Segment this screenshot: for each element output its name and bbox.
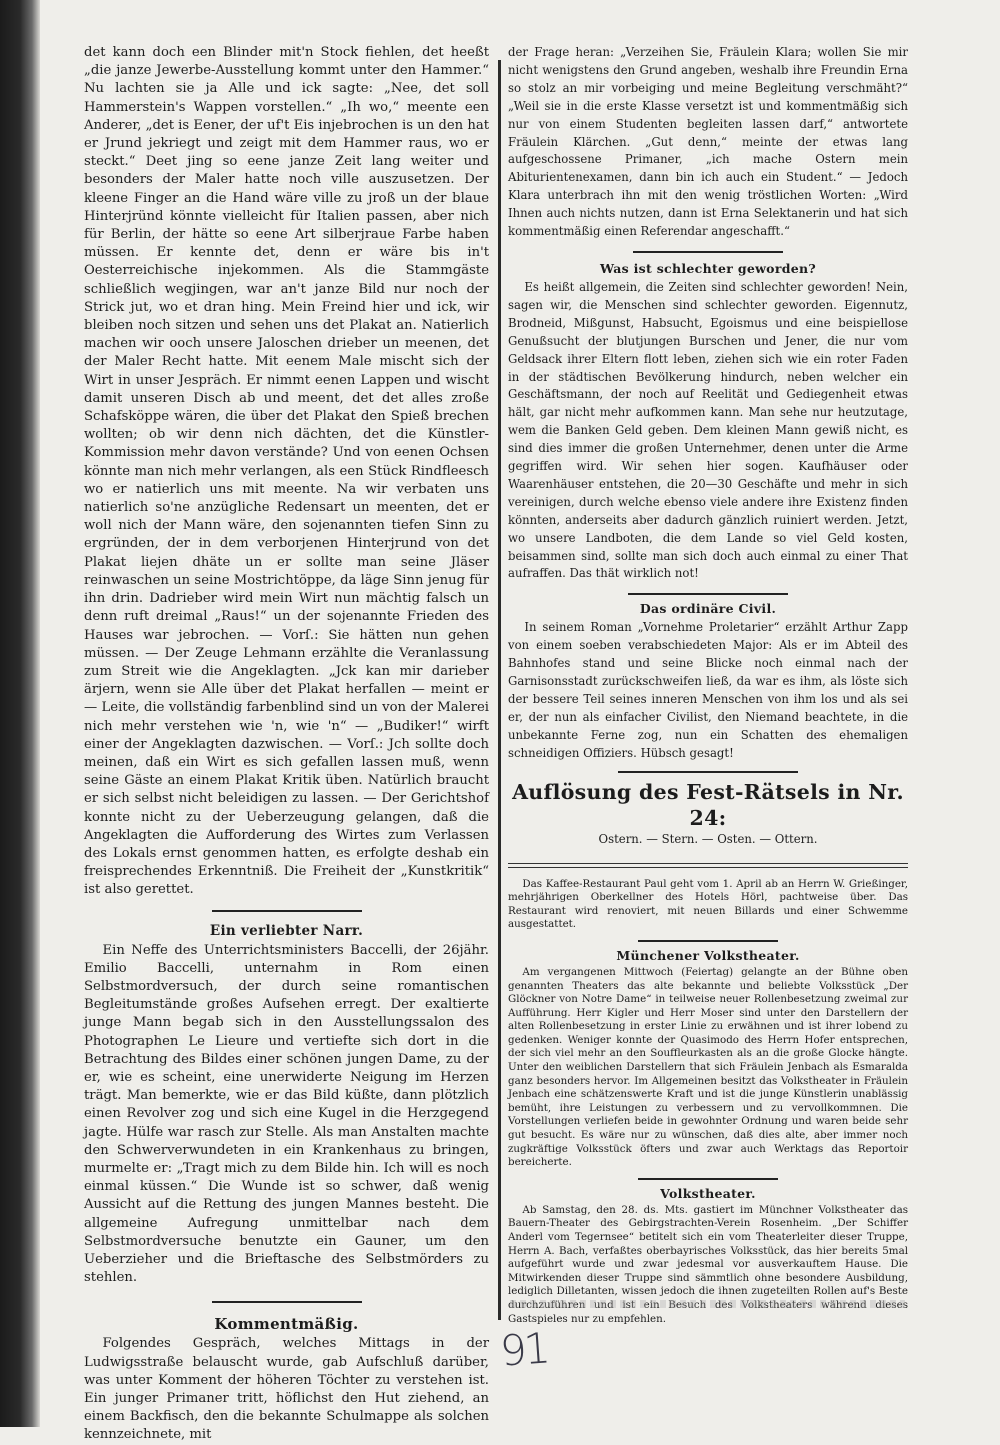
lehmann-continuation-text: det kann doch een Blinder mit'n Stock fiehlen, det heeßt „die janze Jewerbe-Ausstellung kommt unter den Hammer.“ Nu lachten sie ja Alle und ick sagte: „Nee, det soll Hammerstein's Wappen vorstellen.“ „Ih wo,“ meente een Anderer, „det is Eener, der uf't Eis injebrochen is un den hat er Jrund jekriegt und zeigt mit dem Hammer raus, wo er steckt.“ Deet jing so eene janze Zeit lang weiter und besonders der Maler hatte noch ville auszusetzen. Der kleene Finger an die Hand wäre ville zu jroß un der blaue Hinterjründ könnte vielleicht für Italien passen, aber nich für Berlin, der hätte so eene Art silberjraue Farbe haben müssen. Er kennte det, denn er wäre bis in't Oesterreichische injekommen. Als die Stammgäste schließlich wegjingen, war an't janze Bild nur noch der Strick jut, wo et dran hing. Mein Freind hier und ick, wir bleiben noch sitzen und sehen uns det Plakat an. Natierlich machen wir ooch unsere Jaloschen drieber un meenen, det der Maler Recht hatte. Mit eenem Male mischt sich der Wirt in unser Jespräch. Er nimmt eenen Lappen und wischt damit unseren Disch ab und meent, det det alles zroße Schafsköppe wären, die über det Plakat den Spieß brechen wollten; ob wir denn nich dächten, det die Künstler-Kommission mehr davon verstände? Und von eenen Ochsen könnte man nich mehr verlangen, als een Stück Rindfleesch wo er natierlich uns mit meente. Na wir verbaten uns natierlich so'ne anzügliche Redensart un meenten, det er woll nich der Mann wäre, den sojenannten tiefen Sinn zu ergründen, der in dem verborjenen Hinterjrund von det Plakat liejen dhäte un er sollte man seine Jläser reinwaschen un seine Mostrichtöppe, da läge Sinn jenug für ihn drin. Dadrieber wird mein Wirt nun mächtig falsch un denn ruft dreimal „Raus!“ un der sojenannte Frieden des Hauses war jebrochen. — Vorſ.: Sie hätten nun gehen müssen. — Der Zeuge Lehmann erzählte die Veranlassung zum Streit wie die Angeklagten. „Jck kan mir darieber ärjern, wenn sie Alle über det Plakat herfallen — meint er — Leite, die vollständig farbenblind sind un von der Malerei nich mehr verstehen wie 'n, wie 'n“ — „Budiker!“ wirft einer der Angeklagten dazwischen. — Vorſ.: Jch sollte doch meinen, daß ein Wirt es sich gefallen lassen muß, wenn seine Gäste an einem Plakat Kritik üben. Natürlich braucht er sich selbst nicht beleidigen zu lassen. — Der Gerichtshof konnte nicht zu der Ueberzeugung gelangen, daß die Angeklagten die Aufforderung des Wirtes zum Verlassen des Lokals ernst genommen hatten, es erfolgte deshab ein freisprechendes Erkenntniß. Die Freiheit der „Kunstkritik“ ist also gerettet. — [84, 45, 489, 898]
heading-ein-verliebter-narr: Ein verliebter Narr. — [209, 922, 364, 939]
heading-das-ordinaere-civil: Das ordinäre Civil. — [639, 601, 777, 617]
article-volkstheater: Ab Samstag, den 28. ds. Mts. gastiert im Münchner Volkstheater das Bauern-Theater des Gebirgstrachten-Verein Rosenheim. „Der Schiffer Anderl vom Tegernsee“ betitelt sich ein vom Theaterleiter dieser Truppe, Herrn A. Bach, verfaßtes oberbayrisches Volksstück, das hier bereits 5mal aufgeführt wurde und zwar jedesmal vor ausverkauftem Hause. Die Mitwirkenden dieser Truppe sind sämmtlich ohne besondere Ausbildung, lediglich Dilletanten, wissen jedoch die ihnen zugeteilten Rollen auf's Beste durchzuführen und ist ein Besuch des Volkstheaters während dieses Gastspieles nur zu empfehlen. — [508, 1203, 908, 1325]
section-rule — [638, 940, 778, 942]
right-column — [508, 44, 908, 1344]
section-rule — [633, 251, 783, 253]
heading-volkstheater: Volkstheater. — [660, 1185, 756, 1201]
article-was-ist-schlechter-geworden: Es heißt allgemein, die Zeiten sind schlechter geworden! Nein, sagen wir, die Menschen sind schlechter geworden. Eigennutz, Brodneid, Mißgunst, Habsucht, Egoismus und eine beispiellose Genußsucht der blutjungen Burschen und Jener, die nur vom Geldsack ihrer Eltern flott leben, ziehen sich wie ein roter Faden in der städtischen Bevölkerung hindurch, neben welcher ein Geschäftsmann, der noch auf Reelität und Gediegenheit etwas hält, gar nicht mehr aufkommen kann. Man sehe nur heutzutage, wem die Banken Geld geben. Dem kleinen Mann gewiß nicht, es sind dies immer die großen Unternehmer, denen unter die Arme gegriffen wird. Wir sehen hier sogen. Kaufhäuser oder Waarenhäuser entstehen, die 20—30 Geschäfte und mehr in sich vereinigen, durch welche ebenso viele andere ihre Existenz finden könnten, anderseits aber dadurch gänzlich ruiniert werden. Jetzt, wo unsere Landboten, die dem Lande so viel Geld kosten, beisammen sind, sollte man sich doch auch einmal zu einer That aufraffen. Das thät wirklich not! — [508, 279, 908, 581]
binding-edge — [0, 0, 40, 1427]
article-muenchener-volkstheater: Am vergangenen Mittwoch (Feiertag) gelangte an der Bühne oben genannten Theaters das alte bekannte und beliebte Volksstück „Der Glöckner von Notre Dame“ in teilweise neuer Rollenbesetzung zweimal zur Aufführung. Herr Kigler und Herr Moser sind unter den Darstellern der alten Rollenbesetzung in erster Linie zu erwähnen und ist ihrer lobend zu gedenken. Weniger konnte der Quasimodo des Herrn Hofer entsprechen, der sich viel mehr an den Souffleurkasten als an die große Glocke hängte. Unter den weiblichen Darstellern that sich Fräulein Jenbach als Esmaralda ganz besonders hervor. Im Allgemeinen besitzt das Volkstheater in Fräulein Jenbach eine schätzenswerte Kraft und ist die junge Künstlerin unablässig bemüht, ihre Leistungen zu verbessern und zu vervollkommnen. Die Vorstellungen verliefen beide in gewohnter Ordnung und waren beide sehr gut besucht. Es wäre nur zu wünschen, daß dies alte, aber immer noch zugkräftige Volksstück öfters und zwar auch Werktags das Reportoir bereicherte. — [508, 965, 908, 1169]
section-rule — [618, 771, 798, 773]
heading-was-ist-schlechter-geworden: Was ist schlechter geworden? — [599, 260, 817, 276]
notice-kaffee-restaurant-paul: Das Kaffee-Restaurant Paul geht vom 1. April ab an Herrn W. Grießinger, mehrjährigen Oberkellner des Hotels Hörl, pachtweise über. Das Restaurant wird renoviert, mit neuen Billards und einer Schwemme ausgestattet. — [508, 877, 908, 931]
article-kommentmaessig: Folgendes Gespräch, welches Mittags in der Ludwigsstraße belauscht wurde, gab Aufschluß darüber, was unter Komment der höheren Töchter zu verstehen ist. Ein junger Primaner tritt, höflichst den Hut ziehend, an einem Backfisch, den die bekannte Schulmappe als solchen kennzeichnete, mit — [84, 1336, 489, 1443]
column-divider — [498, 60, 501, 1320]
heading-kommentmaessig: Kommentmäßig. — [214, 1315, 359, 1334]
print-smudge — [510, 1300, 905, 1308]
heading-aufloesung-fest-raetsel: Auflösung des Fest-Rätsels in Nr. 24: — [512, 779, 904, 830]
kommentmaessig-continuation: der Frage heran: „Verzeihen Sie, Fräulein Klara; wollen Sie mir nicht wenigstens den Grund angeben, weshalb ihre Freundin Erna so stolz an mir vorbeiging und meine Begleitung verschmäht?“ „Weil sie in die erste Klasse versetzt ist und kommentmäßig sich nur von einem Studenten begleiten lassen darf,“ antwortete Fräulein Klärchen. „Gut denn,“ meinte der etwas lang aufgeschossene Primaner, „ich mache Ostern mein Abiturientenexamen, dann bin ich auch ein Student.“ — Jedoch Klara unterbrach ihn mit den wenig tröstlichen Worten: „Wird Ihnen auch nichts nutzen, dann ist Erna Selektanerin und hat sich kommentmäßig einen Referendar angeschafft.“ — [508, 45, 908, 239]
section-double-rule — [508, 863, 908, 868]
left-column — [84, 44, 489, 1443]
heading-muenchener-volkstheater: Münchener Volkstheater. — [616, 947, 800, 963]
raetsel-answer: Ostern. — Stern. — Osten. — Ottern. — [598, 831, 818, 846]
section-rule — [638, 1178, 778, 1180]
handwritten-page-number: 91 — [498, 1323, 550, 1376]
section-rule — [628, 593, 788, 595]
article-das-ordinaere-civil: In seinem Roman „Vornehme Proletarier“ erzählt Arthur Zapp von einem soeben verabschiedeten Major: Als er im Abteil des Bahnhofes stand und seine Blicke noch einmal nach der Garnisonsstadt zurückschweifen ließ, da war es ihm, als löste sich der bessere Teil seines inneren Menschen von ihm los und als sei er, der nun als einfacher Civilist, den Niemand beachtete, in die unbekannte Ferne zog, nun ein Schatten des ehemaligen schneidigen Offiziers. Hübsch gesagt! — [508, 620, 908, 760]
section-rule — [212, 910, 362, 912]
article-ein-verliebter-narr: Ein Neffe des Unterrichtsministers Baccelli, der 26jähr. Emilio Baccelli, unternahm in Rom einen Selbstmordversuch, der durch seine romantischen Begleitumstände großes Aufsehen erregt. Der exaltierte junge Mann begab sich in den Ausstellungssalon des Photographen Le Lieure und vertiefte sich dort in die Betrachtung des Bildes einer schönen jungen Dame, zu der er, wie es scheint, eine unerwiderte Neigung im Herzen trägt. Man bemerkte, wie er das Bild küßte, dann plötzlich einen Revolver zog und sich eine Kugel in die Herzgegend jagte. Hülfe war rasch zur Stelle. Als man Anstalten machte den Schwerverwundeten in ein Krankenhaus zu bringen, murmelte er: „Tragt mich zu dem Bilde hin. Ich will es noch einmal küssen.“ Die Wunde ist so schwer, daß wenig Aussicht auf die Rettung des jungen Mannes besteht. Die allgemeine Aufregung unmittelbar nach dem Selbstmordversuche benutzte ein Gauner, um den Ueberzieher und die Brieftasche des Selbstmörders zu stehlen. — [84, 942, 489, 1286]
section-rule — [212, 1301, 362, 1303]
